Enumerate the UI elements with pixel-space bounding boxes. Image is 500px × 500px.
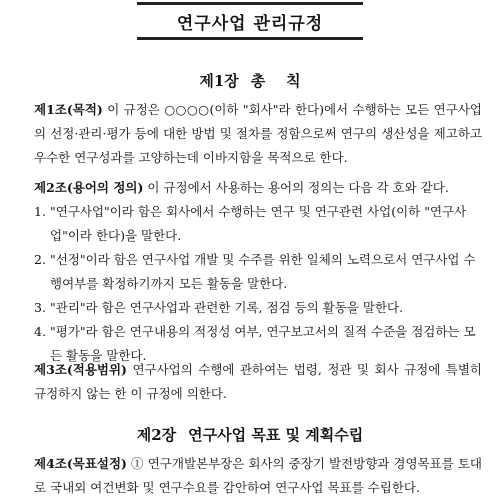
list-item-number: 1. <box>34 204 46 219</box>
list-item <box>34 200 482 248</box>
article-3-text: 연구사업의 수행에 관하여는 법령, 정관 및 회사 규정에 특별히 규정하지 않는 한 이 규정에 의한다. <box>34 362 482 401</box>
chapter-1-heading <box>0 70 500 91</box>
list-item-text: "평가"라 함은 연구내용의 적정성 여부, 연구보고서의 질적 수준을 점검하는 모든 활동을 말한다. <box>50 324 476 363</box>
document-header <box>0 0 500 38</box>
list-item <box>34 296 482 320</box>
article-4-heading: 제4조(목표설정) <box>34 456 127 471</box>
article-2-heading: 제2조(용어의 정의) <box>34 180 144 195</box>
chapter-2-heading <box>0 424 500 445</box>
list-item-number: 3. <box>34 300 46 315</box>
chapter-2-label: 제2장 <box>136 426 177 444</box>
list-item-number: 2. <box>34 252 46 267</box>
article-3 <box>34 358 482 406</box>
article-2 <box>34 176 482 200</box>
list-item-text: "연구사업"이라 함은 회사에서 수행하는 연구 및 연구관련 사업(이하 "연구사업"이라 한다)을 말한다. <box>50 204 467 243</box>
article-1 <box>34 98 482 170</box>
chapter-1-title: 총 칙 <box>250 72 301 90</box>
article-4-text: ① 연구개발본부장은 회사의 중장기 발전방향과 경영목표를 토대로 국내외 여건변화 및 연구수요를 감안하여 연구사업 목표를 수립한다. <box>34 456 482 495</box>
article-2-text: 이 규정에서 사용하는 용어의 정의는 다음 각 호와 같다. <box>143 180 449 195</box>
article-3-heading: 제3조(적용범위) <box>34 362 127 377</box>
list-item-text: "선정"이라 함은 연구사업 개발 및 수주를 위한 일체의 노력으로서 연구사업 수행여부를 확정하기까지 모든 활동을 말한다. <box>50 252 476 291</box>
list-item-text: "관리"라 함은 연구사업과 관련한 기록, 점검 등의 활동을 말한다. <box>50 300 404 315</box>
article-2-definition-list <box>34 200 482 368</box>
chapter-1-label: 제1장 <box>199 72 239 90</box>
article-4 <box>34 452 482 500</box>
document-title: 연구사업 관리규정 <box>137 2 363 40</box>
list-item <box>34 248 482 296</box>
list-item-number: 4. <box>34 324 46 339</box>
chapter-2-title: 연구사업 목표 및 계획수립 <box>188 426 364 444</box>
article-1-heading: 제1조(목적) <box>34 102 103 117</box>
article-1-text: 이 규정은 ○○○○(이하 "회사"라 한다)에서 수행하는 모든 연구사업의 선정·관리·평가 등에 대한 방법 및 절차를 정함으로써 연구의 생산성을 제고하고 우수한 연구성과를 고양하는데 이바지함을 목적으로 한다. <box>34 102 482 165</box>
